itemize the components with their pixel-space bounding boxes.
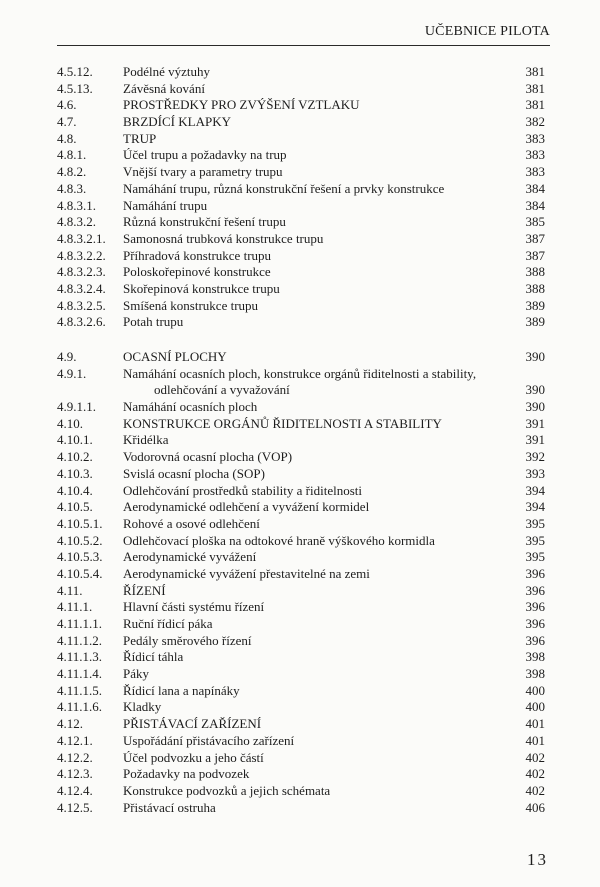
toc-entry-title: Odlehčovací ploška na odtokové hraně výškového kormidla: [123, 532, 435, 548]
toc-entry-number: 4.8.3.2.5.: [57, 297, 106, 313]
toc-entry-title: Závěsná kování: [123, 80, 205, 96]
toc-entry-page: 396: [525, 616, 545, 631]
toc-entry-number: 4.10.: [57, 415, 83, 431]
toc-entry-title: Vnější tvary a parametry trupu: [123, 164, 283, 180]
toc-entry-title: Namáhání ocasních ploch, konstrukce orgánů řiditelnosti a stability,: [123, 365, 477, 381]
toc-entry-title: Namáhání trupu, různá konstrukční řešení a prvky konstrukce: [123, 180, 445, 196]
toc-entry-page: 400: [525, 699, 545, 715]
toc-entry-title: Aerodynamické vyvážení: [123, 549, 257, 565]
toc-entry-number: 4.8.: [57, 130, 77, 146]
toc-entry-number: 4.8.1.: [57, 147, 87, 163]
toc-entry-number: 4.8.2.: [57, 164, 87, 180]
toc-entry-title: odlehčování a vyvažování: [154, 382, 290, 398]
toc-entry-title: Účel podvozku a jeho částí: [123, 749, 264, 765]
toc-entry: [57, 366, 545, 383]
toc-entry: [57, 516, 545, 533]
toc-entry-number: 4.6.: [57, 97, 77, 113]
toc-entry-page: 401: [525, 716, 545, 732]
toc-entry-title: PROSTŘEDKY PRO ZVÝŠENÍ VZTLAKU: [123, 97, 360, 113]
toc-entry: [57, 248, 545, 265]
toc-entry-title: Řídicí lana a napínáky: [123, 682, 240, 698]
toc-entry-number: 4.12.: [57, 716, 83, 732]
toc-entry-title: Aerodynamické vyvážení přestavitelné na zemi: [123, 565, 370, 581]
toc-entry-number: 4.11.1.6.: [57, 699, 103, 715]
toc-entry-title: Různá konstrukční řešení trupu: [123, 214, 286, 230]
toc-entry: [57, 483, 545, 500]
toc-entry: [57, 683, 545, 700]
toc-entry-page: 383: [525, 164, 545, 180]
toc-entry: [57, 432, 545, 449]
toc-entry-title: Poloskořepinové konstrukce: [123, 264, 271, 280]
toc-entry: [57, 264, 545, 281]
toc-entry-number: 4.11.1.4.: [57, 666, 103, 682]
toc-entry: [57, 666, 545, 683]
toc-entry-number: 4.12.1.: [57, 732, 93, 748]
toc-entry-number: 4.10.5.4.: [57, 565, 103, 581]
toc-entry-title: Přistávací ostruha: [123, 799, 216, 815]
toc-entry: [57, 382, 545, 399]
toc-entry-page: 384: [525, 180, 545, 196]
toc-entry-page: 382: [525, 114, 545, 130]
toc-entry-page: 394: [525, 482, 545, 498]
toc-entry-title: ŘÍZENÍ: [123, 582, 166, 598]
toc-entry-title: Skořepinová konstrukce trupu: [123, 280, 280, 296]
toc-entry-title: Aerodynamické odlehčení a vyvážení kormidel: [123, 499, 370, 515]
toc-entry-title: Samonosná trubková konstrukce trupu: [123, 230, 324, 246]
toc-entry-page: 392: [525, 449, 545, 465]
toc-entry: [57, 81, 545, 98]
toc-entry-page: 402: [525, 782, 545, 798]
toc-entry-page: 394: [525, 499, 545, 515]
toc-entry-number: 4.8.3.2.2.: [57, 247, 106, 263]
toc-entry-number: 4.8.3.2.3.: [57, 264, 106, 280]
toc-entry-number: 4.8.3.: [57, 180, 87, 196]
toc-entry-page: 390: [525, 349, 545, 364]
toc-entry-page: 398: [525, 649, 545, 665]
toc-entry-title: Požadavky na podvozek: [123, 766, 250, 782]
toc-entry-number: 4.8.3.2.6.: [57, 314, 106, 330]
toc-group-fuselage: [57, 64, 545, 331]
toc-entry: [57, 716, 545, 733]
toc-entry-page: 387: [525, 247, 545, 263]
toc-entry-title: Konstrukce podvozků a jejich schémata: [123, 782, 331, 798]
toc-entry-number: 4.10.1.: [57, 432, 93, 448]
toc-entry: [57, 466, 545, 483]
toc-entry-title: Odlehčování prostředků stability a řiditelnosti: [123, 482, 363, 498]
toc-entry: [57, 733, 545, 750]
toc-entry-number: 4.12.4.: [57, 782, 93, 798]
toc-entry-page: 396: [525, 599, 545, 615]
toc-entry-page: 396: [525, 582, 545, 598]
toc-entry-page: 391: [525, 432, 545, 448]
toc-entry-title: Příhradová konstrukce trupu: [123, 247, 272, 263]
toc-entry-number: 4.11.1.1.: [57, 616, 103, 631]
page-number: 13: [527, 850, 548, 869]
toc-entry-number: 4.5.13.: [57, 80, 93, 96]
toc-entry-title: Pedály směrového řízení: [123, 632, 252, 648]
toc-entry: [57, 699, 545, 716]
toc-entry-number: 4.12.3.: [57, 766, 93, 782]
toc-entry-number: 4.11.1.2.: [57, 632, 103, 648]
toc-entry-title: Kladky: [123, 699, 162, 715]
toc-entry-page: 401: [525, 732, 545, 748]
toc-entry: [57, 314, 545, 331]
toc-entry-number: 4.10.3.: [57, 465, 93, 481]
toc-entry-number: 4.8.3.1.: [57, 197, 96, 213]
toc-entry: [57, 214, 545, 231]
toc-group-tail-and-controls: [57, 349, 545, 816]
toc-entry-title: Křidélka: [123, 432, 169, 448]
toc-entry: [57, 164, 545, 181]
toc-entry-page: 384: [525, 197, 545, 213]
toc-entry-number: 4.11.1.: [57, 599, 93, 615]
table-of-contents: [57, 64, 545, 816]
toc-entry-page: 391: [525, 415, 545, 431]
toc-entry: [57, 198, 545, 215]
toc-entry: [57, 549, 545, 566]
toc-entry-number: 4.10.4.: [57, 482, 93, 498]
toc-entry: [57, 114, 545, 131]
toc-entry: [57, 181, 545, 198]
toc-entry-title: OCASNÍ PLOCHY: [123, 349, 227, 364]
toc-entry: [57, 750, 545, 767]
toc-entry-title: TRUP: [123, 130, 157, 146]
toc-entry-title: BRZDÍCÍ KLAPKY: [123, 114, 231, 130]
toc-entry: [57, 449, 545, 466]
toc-entry-title: Svislá ocasní plocha (SOP): [123, 465, 265, 481]
toc-entry-page: 390: [525, 399, 545, 415]
toc-entry-number: 4.11.1.3.: [57, 649, 103, 665]
toc-entry: [57, 583, 545, 600]
toc-entry-title: Potah trupu: [123, 314, 184, 330]
toc-entry: [57, 783, 545, 800]
toc-entry-page: 406: [525, 799, 545, 815]
toc-entry-page: 388: [525, 264, 545, 280]
toc-entry-title: Uspořádání přistávacího zařízení: [123, 732, 295, 748]
toc-entry: [57, 416, 545, 433]
toc-entry-number: 4.11.: [57, 582, 83, 598]
toc-entry-page: 389: [525, 297, 545, 313]
toc-entry: [57, 566, 545, 583]
toc-entry-number: 4.8.3.2.4.: [57, 280, 106, 296]
toc-entry-number: 4.7.: [57, 114, 77, 130]
toc-entry-title: KONSTRUKCE ORGÁNŮ ŘIDITELNOSTI A STABILITY: [123, 415, 442, 431]
toc-entry-title: PŘISTÁVACÍ ZAŘÍZENÍ: [123, 716, 262, 732]
toc-entry-number: 4.10.5.1.: [57, 515, 103, 531]
toc-entry: [57, 131, 545, 148]
toc-entry-page: 381: [525, 97, 545, 113]
toc-entry: [57, 231, 545, 248]
toc-entry: [57, 281, 545, 298]
toc-entry-title: Podélné výztuhy: [123, 64, 211, 79]
toc-entry-page: 402: [525, 749, 545, 765]
toc-entry: [57, 616, 545, 633]
toc-entry-page: 383: [525, 130, 545, 146]
toc-entry-title: Namáhání trupu: [123, 197, 208, 213]
toc-entry: [57, 499, 545, 516]
toc-entry-page: 396: [525, 632, 545, 648]
toc-entry: [57, 399, 545, 416]
toc-entry-title: Řídicí táhla: [123, 649, 184, 665]
toc-entry-number: 4.9.1.1.: [57, 399, 96, 415]
toc-entry-page: 395: [525, 549, 545, 565]
toc-entry: [57, 649, 545, 666]
toc-entry-number: 4.9.1.: [57, 365, 87, 381]
toc-entry-number: 4.5.12.: [57, 64, 93, 79]
toc-entry-page: 385: [525, 214, 545, 230]
toc-entry-page: 402: [525, 766, 545, 782]
toc-entry: [57, 97, 545, 114]
toc-entry-page: 396: [525, 565, 545, 581]
toc-entry-title: Rohové a osové odlehčení: [123, 515, 260, 531]
toc-entry: [57, 349, 545, 366]
toc-entry-title: Namáhání ocasních ploch: [123, 399, 258, 415]
header-rule: [57, 45, 550, 46]
toc-entry-page: 393: [525, 465, 545, 481]
toc-entry-number: 4.12.5.: [57, 799, 93, 815]
toc-entry-title: Hlavní části systému řízení: [123, 599, 265, 615]
toc-entry-number: 4.12.2.: [57, 749, 93, 765]
toc-entry-number: 4.10.5.3.: [57, 549, 103, 565]
toc-gap: [57, 331, 545, 349]
toc-entry-page: 395: [525, 515, 545, 531]
toc-entry-title: Smíšená konstrukce trupu: [123, 297, 259, 313]
toc-entry: [57, 800, 545, 817]
toc-entry-title: Účel trupu a požadavky na trup: [123, 147, 287, 163]
toc-entry-number: 4.11.1.5.: [57, 682, 103, 698]
toc-entry-page: 388: [525, 280, 545, 296]
toc-entry-number: 4.8.3.2.: [57, 214, 96, 230]
toc-entry-title: Ruční řídicí páka: [123, 616, 213, 631]
toc-entry-page: 400: [525, 682, 545, 698]
toc-entry: [57, 298, 545, 315]
toc-entry-number: 4.10.5.2.: [57, 532, 103, 548]
toc-entry: [57, 633, 545, 650]
toc-entry-title: Vodorovná ocasní plocha (VOP): [123, 449, 293, 465]
toc-entry-title: Páky: [123, 666, 149, 682]
toc-entry-page: 383: [525, 147, 545, 163]
toc-entry: [57, 147, 545, 164]
toc-entry-page: 395: [525, 532, 545, 548]
toc-entry-number: 4.8.3.2.1.: [57, 230, 106, 246]
toc-entry: [57, 766, 545, 783]
toc-entry-page: 381: [525, 80, 545, 96]
toc-entry-page: 381: [525, 64, 545, 79]
running-header: UČEBNICE PILOTA: [424, 24, 550, 39]
toc-entry-page: 390: [525, 382, 545, 398]
toc-entry-number: 4.10.5.: [57, 499, 93, 515]
toc-entry-number: 4.10.2.: [57, 449, 93, 465]
toc-entry: [57, 533, 545, 550]
toc-entry: [57, 599, 545, 616]
toc-entry-page: 389: [525, 314, 545, 330]
toc-entry-page: 387: [525, 230, 545, 246]
toc-entry-page: 398: [525, 666, 545, 682]
toc-entry-number: 4.9.: [57, 349, 77, 364]
toc-entry: [57, 64, 545, 81]
